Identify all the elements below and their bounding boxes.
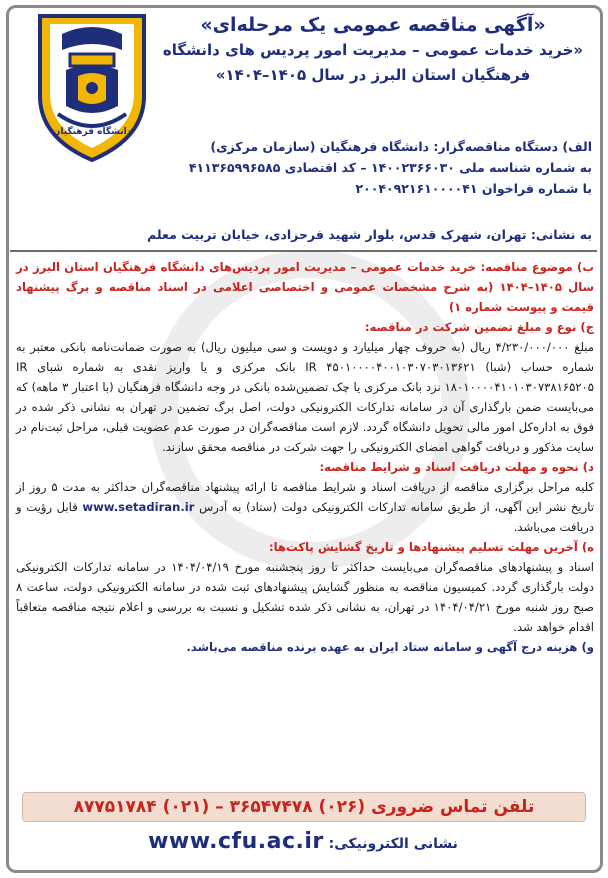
university-logo xyxy=(32,10,152,168)
organizer-info xyxy=(162,136,592,199)
logo-caption: دانشگاه فرهنگیان xyxy=(52,127,132,137)
section-j-text: مبلغ ۴/۲۳۰/۰۰۰/۰۰۰ ریال (به حروف چهار میلیارد و دویست و سی میلیون ریال) به صورت ضمانت‌نامه بانکی معتبر به شماره حساب (شبا) IR ۴۵۰۱۰۰۰۰۴۰۰۱۰۳۰۷۰۳۰۱۳۶۲۱ بانک مرکزی و یا واریز نقدی به شماره شبای IR ۱۸۰۱۰۰۰۰۴۱۰۱۰۳۰۷۳۸۱۶۵۲۰۵ نزد بانک مرکزی یا چک تضمین‌شده بانکی در وجه دانشگاه فرهنگیان (با اعتبار ۳ ماهه) که می‌بایست ضمن بارگذاری آن در سامانه تدارکات الکترونیکی دولت، اصل برگ تضمین در تهران به نشانی ذکر شده در فوق به اداره‌کل امور مالی تحویل دانشگاه گردد. لازم است مناقصه‌گران در صورت عدم عضویت قبلی، مراحل ثبت‌نام در سایت مذکور و دریافت گواهی امضای الکترونیکی را جهت شرکت در مناقصه محقق سازند. xyxy=(16,340,595,454)
organizer-address: به نشانی: تهران، شهرک قدس، بلوار شهید فرحزادی، خیابان تربیت معلم xyxy=(147,227,592,242)
section-d-heading: د) نحوه و مهلت دریافت اسناد و شرایط مناقصه: xyxy=(319,460,594,474)
organizer-line-3: با شماره فراخوان ۲۰۰۴۰۹۲۱۶۱۰۰۰۰۴۱ xyxy=(355,181,592,196)
section-d-text xyxy=(16,477,594,537)
notice-title: «آگهی مناقصه عمومی یک مرحله‌ای» xyxy=(200,14,546,36)
organizer-line-1: الف) دستگاه مناقصه‌گزار: دانشگاه فرهنگیان (سازمان مرکزی) xyxy=(210,139,592,154)
website-line xyxy=(22,829,584,854)
website-label: نشانی الکترونیکی: xyxy=(328,836,458,852)
section-b-subject: ب) موضوع مناقصه: خرید خدمات عمومی – مدیریت امور پردیس‌های دانشگاه فرهنگیان استان البرز در سال ۱۴۰۵–۱۴۰۴ (به شرح مشخصات عمومی و اختصاصی اعلامی در اسناد مناقصه و برگ پیشنهاد قیمت و پیوست شماره ۱) xyxy=(16,260,594,314)
section-v-cost: و) هزینه درج آگهی و سامانه ستاد ایران به عهده برنده مناقصه می‌باشد. xyxy=(186,640,594,654)
website-url-link[interactable]: www.cfu.ac.ir xyxy=(148,829,324,854)
contact-phone-1[interactable]: ۳۶۵۴۷۴۷۸ (۰۲۶) xyxy=(229,797,366,817)
contact-label: تلفن تماس ضروری xyxy=(371,797,535,817)
notice-subtitle-2: فرهنگیان استان البرز در سال ۱۴۰۵–۱۴۰۴» xyxy=(215,66,531,84)
contact-phone-2[interactable]: ۸۷۷۵۱۷۸۴ (۰۲۱) xyxy=(73,797,210,817)
contact-box: تلفن تماس ضروری ۳۶۵۴۷۴۷۸ (۰۲۶) – ۸۷۷۵۱۷۸۴ (۰۲۱) xyxy=(22,792,586,822)
section-j-heading: ج) نوع و مبلغ تضمین شرکت در مناقصه: xyxy=(364,320,594,334)
notice-header xyxy=(150,12,596,88)
section-d-text-before: کلیه مراحل برگزاری مناقصه از دریافت اسناد و شرایط مناقصه تا ارائه پیشنهاد مناقصه‌گران حداکثر به مدت ۵ روز از تاریخ نشر این آگهی، از طریق سامانه تدارکات الکترونیکی دولت (ستاد) به آدرس xyxy=(16,480,595,514)
divider-top xyxy=(10,250,597,252)
organizer-line-2: به شماره شناسه ملی ۱۴۰۰۲۳۶۶۰۳۰ – کد اقتصادی ۴۱۱۳۶۵۹۹۶۵۸۵ xyxy=(188,160,592,175)
notice-body xyxy=(16,257,594,657)
notice-subtitle-1: «خرید خدمات عمومی – مدیریت امور پردیس های دانشگاه xyxy=(162,41,584,59)
setad-url-link[interactable]: www.setadiran.ir xyxy=(82,500,195,514)
section-h-heading: ه) آخرین مهلت تسلیم پیشنهادها و تاریخ گشایش پاکت‌ها: xyxy=(269,540,594,554)
section-d-text-after: قابل رؤیت و دریافت می‌باشد. xyxy=(16,500,594,534)
section-h-text: اسناد و پیشنهادهای مناقصه‌گران می‌بایست حداکثر تا روز پنجشنبه مورخ ۱۴۰۴/۰۴/۱۹ در سامانه تدارکات الکترونیکی دولت بارگذاری گردد. کمیسیون مناقصه به منظور گشایش پیشنهادهای ثبت شده در سامانه الکترونیکی دولت، ساعت ۸ صبح روز شنبه مورخ ۱۴۰۴/۰۴/۲۱ در تهران، به نشانی ذکر شده تشکیل و نسبت به بررسی و اعلام نتیجه مناقصه متعاقباً اقدام خواهد شد. xyxy=(16,560,595,634)
